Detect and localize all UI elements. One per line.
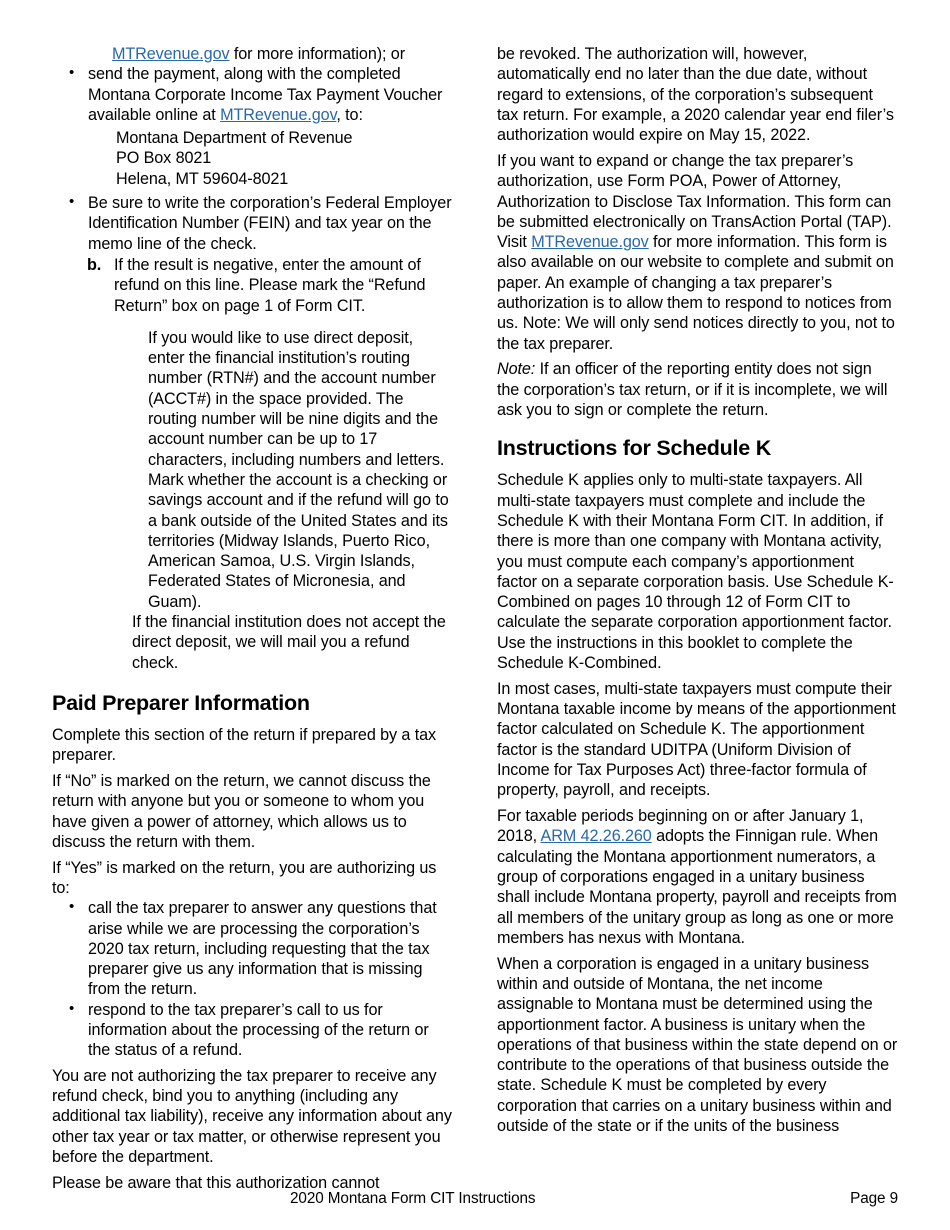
bullet-text-before-link: send the payment, along with the completed Montana Corporate Income Tax Payment Voucher available online at [88,65,443,124]
lettered-item-marker: b. [87,255,102,274]
unitary-business-paragraph: When a corporation is engaged in a unitary business within and outside of Montana, the net income assignable to Montana must be determined using the apportionment factor. A business is unitary when the operations of that business within the state depend on or contribute to the operations of that business outside the state. Schedule K must be completed by every corporation that carries on a unitary business within and outside of the state or if the units of the business [497,954,898,1136]
finnigan-rule-paragraph [497,806,898,948]
officer-signature-note [497,359,898,420]
address-line-pobox: PO Box 8021 [116,149,212,168]
note-label: Note: [497,360,536,379]
footer-page-number: Page 9 [850,1190,898,1207]
bullet-text-after-link: , to: [336,105,363,124]
footer-document-title: 2020 Montana Form CIT Instructions [290,1190,536,1207]
paid-preparer-paragraph-1: Complete this section of the return if prepared by a tax preparer. [52,725,437,765]
left-column [52,44,453,1198]
schedule-k-heading: Instructions for Schedule K [497,436,771,461]
paid-preparer-heading: Paid Preparer Information [52,690,310,715]
lettered-item-text: If the result is negative, enter the amount of refund on this line. Please mark the “Refund Return” box on page 1 of Form CIT. [114,255,426,315]
poa-text-after-link: for more information. This form is also available on our website to complete and submit on paper. An example of changing a tax preparer’s authorization is to allow them to respond to notices from us. Note: We will only send notices directly to you, not to the tax preparer. [497,233,895,353]
lettered-item-b [52,255,453,316]
page-footer [52,1190,898,1208]
poa-paragraph [497,151,898,354]
revocation-paragraph: be revoked. The authorization will, however, automatically end no later than the due date, without regard to extensions, of the corporation’s subsequent tax return. For example, a 2020 calendar year end filer’s authorization would expire on May 15, 2022. [497,45,894,145]
mtrevenue-link-3[interactable]: MTRevenue.gov [531,233,649,252]
list-item: • call the tax preparer to answer any questions that arise while we are processing the corporation’s 2020 tax return, including requesting that the tax preparer give us any information that is missing from the return. [52,898,453,999]
address-line-agency: Montana Department of Revenue [116,129,353,148]
paid-preparer-paragraph-2: If “No” is marked on the return, we cannot discuss the return with anyone but you or someone to whom you have given a power of attorney, which allows us to discuss the return with them. [52,772,431,851]
direct-deposit-paragraph: If you would like to use direct deposit, enter the financial institution’s routing number (RTN#) and the account number (ACCT#) in the space provided. The routing number will be nine digits and the account number can be up to 17 characters, including numbers and letters. Mark whether the account is a checking or savings account and if the refund will go to a bank outside of the United States and its territories (Midway Islands, Puerto Rico, American Samoa, U.S. Virgin Islands, Federated States of Micronesia, and Guam). [148,328,449,611]
mtrevenue-link-1[interactable]: MTRevenue.gov [112,45,230,63]
right-column [497,44,898,1142]
arm-rule-link[interactable]: ARM 42.26.260 [540,827,652,846]
list-item: • respond to the tax preparer’s call to us for information about the processing of the return or the status of a refund. [52,1000,453,1061]
poa-text-before-link: If you want to expand or change the tax preparer’s authorization, use Form POA, Power of Attorney, Authorization to Disclose Tax Information. This form can be submitted electronically on TransAction Portal (TAP). Visit [497,151,892,252]
fein-bullet-list [52,193,453,254]
note-text: If an officer of the reporting entity does not sign the corporation’s tax return, or if it is incomplete, we will ask you to sign or complete the return. [497,360,888,420]
mtrevenue-link-2[interactable]: MTRevenue.gov [220,105,337,124]
closing-paragraph-1: You are not authorizing the tax preparer to receive any refund check, bind you to anything (including any additional tax liability), receive any information about any other tax year or tax matter, or otherwise represent you before the department. [52,1066,452,1166]
refund-check-paragraph: If the financial institution does not accept the direct deposit, we will mail you a refund check. [132,613,446,672]
paid-preparer-paragraph-3: If “Yes” is marked on the return, you are authorizing us to: [52,858,437,897]
continued-bullet-line [52,44,453,64]
two-column-body [52,44,898,1192]
schedule-k-paragraph-1: Schedule K applies only to multi-state taxpayers. All multi-state taxpayers must complete and include the Schedule K with their Montana Form CIT. In addition, if there is more than one company with Montana activity, you must compute each company’s apportionment factor on a separate corporation basis. Use Schedule K-Combined on pages 10 through 12 of Form CIT to calculate the separate corporation apportionment factor. Use the instructions in this booklet to complete the Schedule K-Combined. [497,471,894,673]
authorizing-bullet-list [52,898,453,1060]
payment-bullet-list [52,64,453,125]
finnigan-text-after-link: adopts the Finnigan rule. When calculating the Montana apportionment numerators, a group of corporations engaged in a unitary business shall include Montana property, payroll and receipts from all members of the unitary group as long as one or more members has nexus with Montana. [497,827,897,947]
continued-bullet-tail: for more information); or [233,45,405,63]
closing-paragraph-2: Please be aware that this authorization cannot [52,1173,380,1192]
list-item [52,64,453,125]
finnigan-text-before-link: For taxable periods beginning on or after January 1, 2018, [497,807,864,846]
list-item: • Be sure to write the corporation’s Federal Employer Identification Number (FEIN) and tax year on the memo line of the check. [52,193,453,254]
mailing-address-block [52,128,453,189]
schedule-k-paragraph-2: In most cases, multi-state taxpayers must compute their Montana taxable income by means of the apportionment factor calculated on Schedule K. The apportionment factor is the standard UDITPA (Uniform Division of Income for Tax Purposes Act) three-factor formula of property, payroll, and receipts. [497,679,896,800]
address-line-citystatezip: Helena, MT 59604-8021 [116,169,289,188]
